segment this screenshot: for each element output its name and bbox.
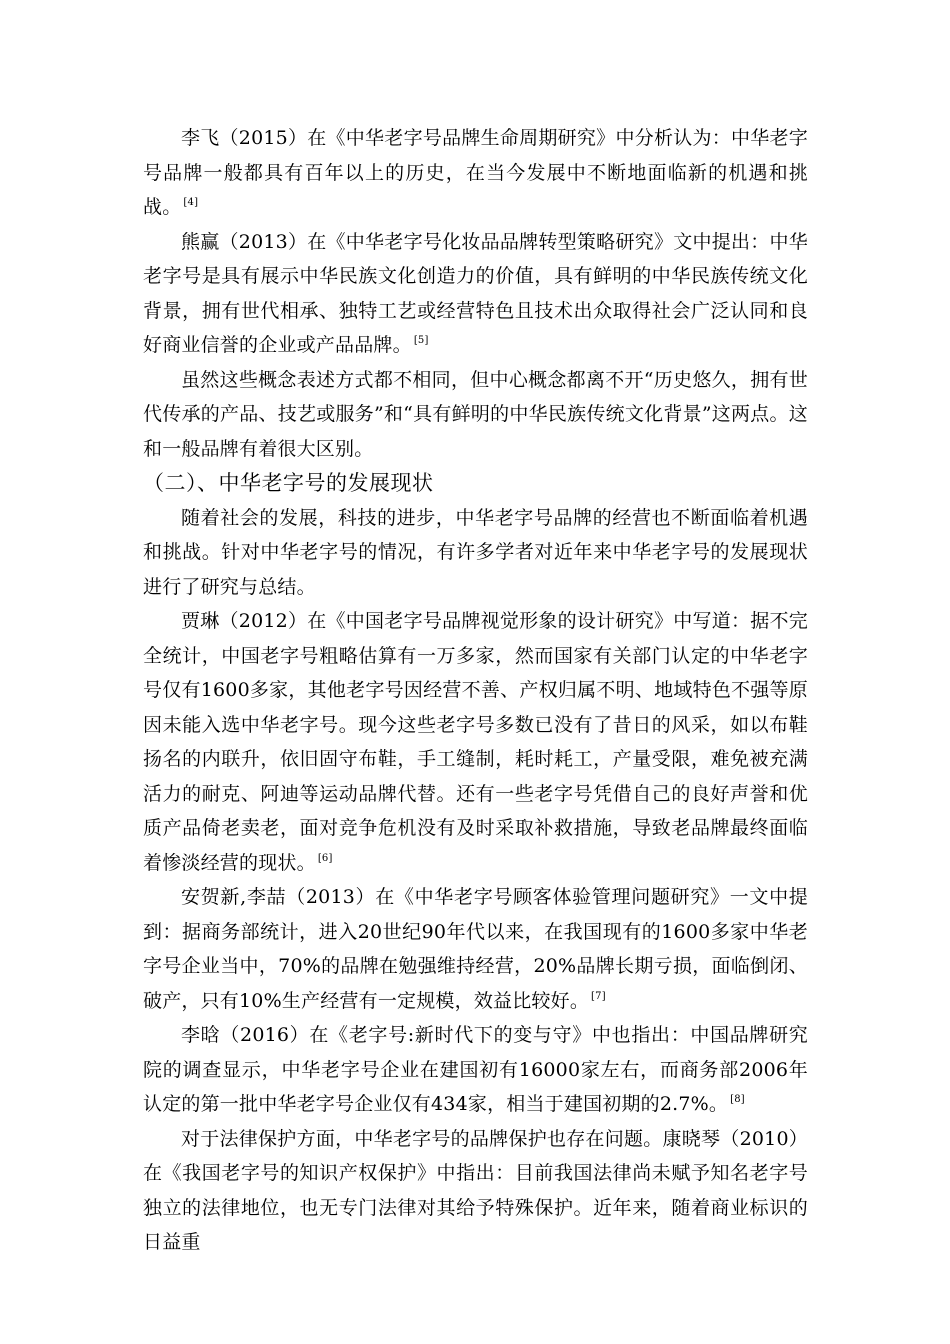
- section-heading: （二）、中华老字号的发展现状: [143, 471, 434, 495]
- paragraph-an-hexin: 安贺新,李喆（2013）在《中华老字号顾客体验管理问题研究》一文中提到：据商务部统计，进入20世纪90年代以来，在我国现有的1600多家中华老字号企业当中，70%的品牌在勉强维持经营，20%品牌长期亏损，面临倒闭、破产，只有10%生产经营有一定规模，效益比较好。 [7]: [143, 886, 808, 1012]
- paragraph-li-fei: 李飞（2015）在《中华老字号品牌生命周期研究》中分析认为：中华老字号品牌一般都具有百年以上的历史，在当今发展中不断地面临新的机遇和挑战。 [4]: [143, 127, 808, 218]
- citation-ref: [4]: [183, 197, 199, 208]
- citation-ref: [5]: [413, 335, 429, 346]
- paragraph-xiong-ying: 熊赢（2013）在《中华老字号化妆品品牌转型策略研究》文中提出：中华老字号是具有展示中华民族文化创造力的价值，具有鲜明的中华民族传统文化背景，拥有世代相承、独特工艺或经营特色且技术出众取得社会广泛认同和良好商业信誉的企业或产品品牌。 [5]: [143, 230, 808, 356]
- paragraph-li-han: 李晗（2016）在《老字号:新时代下的变与守》中也指出：中国品牌研究院的调查显示，中华老字号企业在建国初有16000家左右，而商务部2006年认定的第一批中华老字号企业仅有434家，相当于建国初期的2.7%。 [8]: [143, 1024, 808, 1115]
- paragraph-jia-lin: 贾琳（2012）在《中国老字号品牌视觉形象的设计研究》中写道：据不完全统计，中国老字号粗略估算有一万多家，然而国家有关部门认定的中华老字号仅有1600多家，其他老字号因经营不善、产权归属不明、地域特色不强等原因未能入选中华老字号。现今这些老字号多数已没有了昔日的风采，如以布鞋扬名的内联升，依旧固守布鞋，手工缝制，耗时耗工，产量受限，难免被充满活力的耐克、阿迪等运动品牌代替。还有一些老字号凭借自己的良好声誉和优质产品倚老卖老，面对竞争危机没有及时采取补救措施，导致老品牌最终面临着惨淡经营的现状。 [6]: [143, 610, 808, 874]
- citation-ref: [7]: [591, 990, 606, 1002]
- citation-ref: [6]: [317, 852, 333, 864]
- paragraph-development-intro: 随着社会的发展，科技的进步，中华老字号品牌的经营也不断面临着机遇和挑战。针对中华老字号的情况，有许多学者对近年来中华老字号的发展现状进行了研究与总结。: [143, 506, 808, 598]
- document-body: [143, 121, 808, 1260]
- paragraph-concept-summary: 虽然这些概念表述方式都不相同，但中心概念都离不开“历史悠久，拥有世代传承的产品、技艺或服务”和“具有鲜明的中华民族传统文化背景”这两点。这和一般品牌有着很大区别。: [143, 368, 808, 460]
- paragraph-legal-protection: 对于法律保护方面，中华老字号的品牌保护也存在问题。康晓琴（2010）在《我国老字号的知识产权保护》中指出：目前我国法律尚未赋予知名老字号独立的法律地位，也无专门法律对其给予特殊保护。近年来，随着商业标识的日益重: [143, 1127, 808, 1253]
- citation-ref: [8]: [730, 1094, 745, 1105]
